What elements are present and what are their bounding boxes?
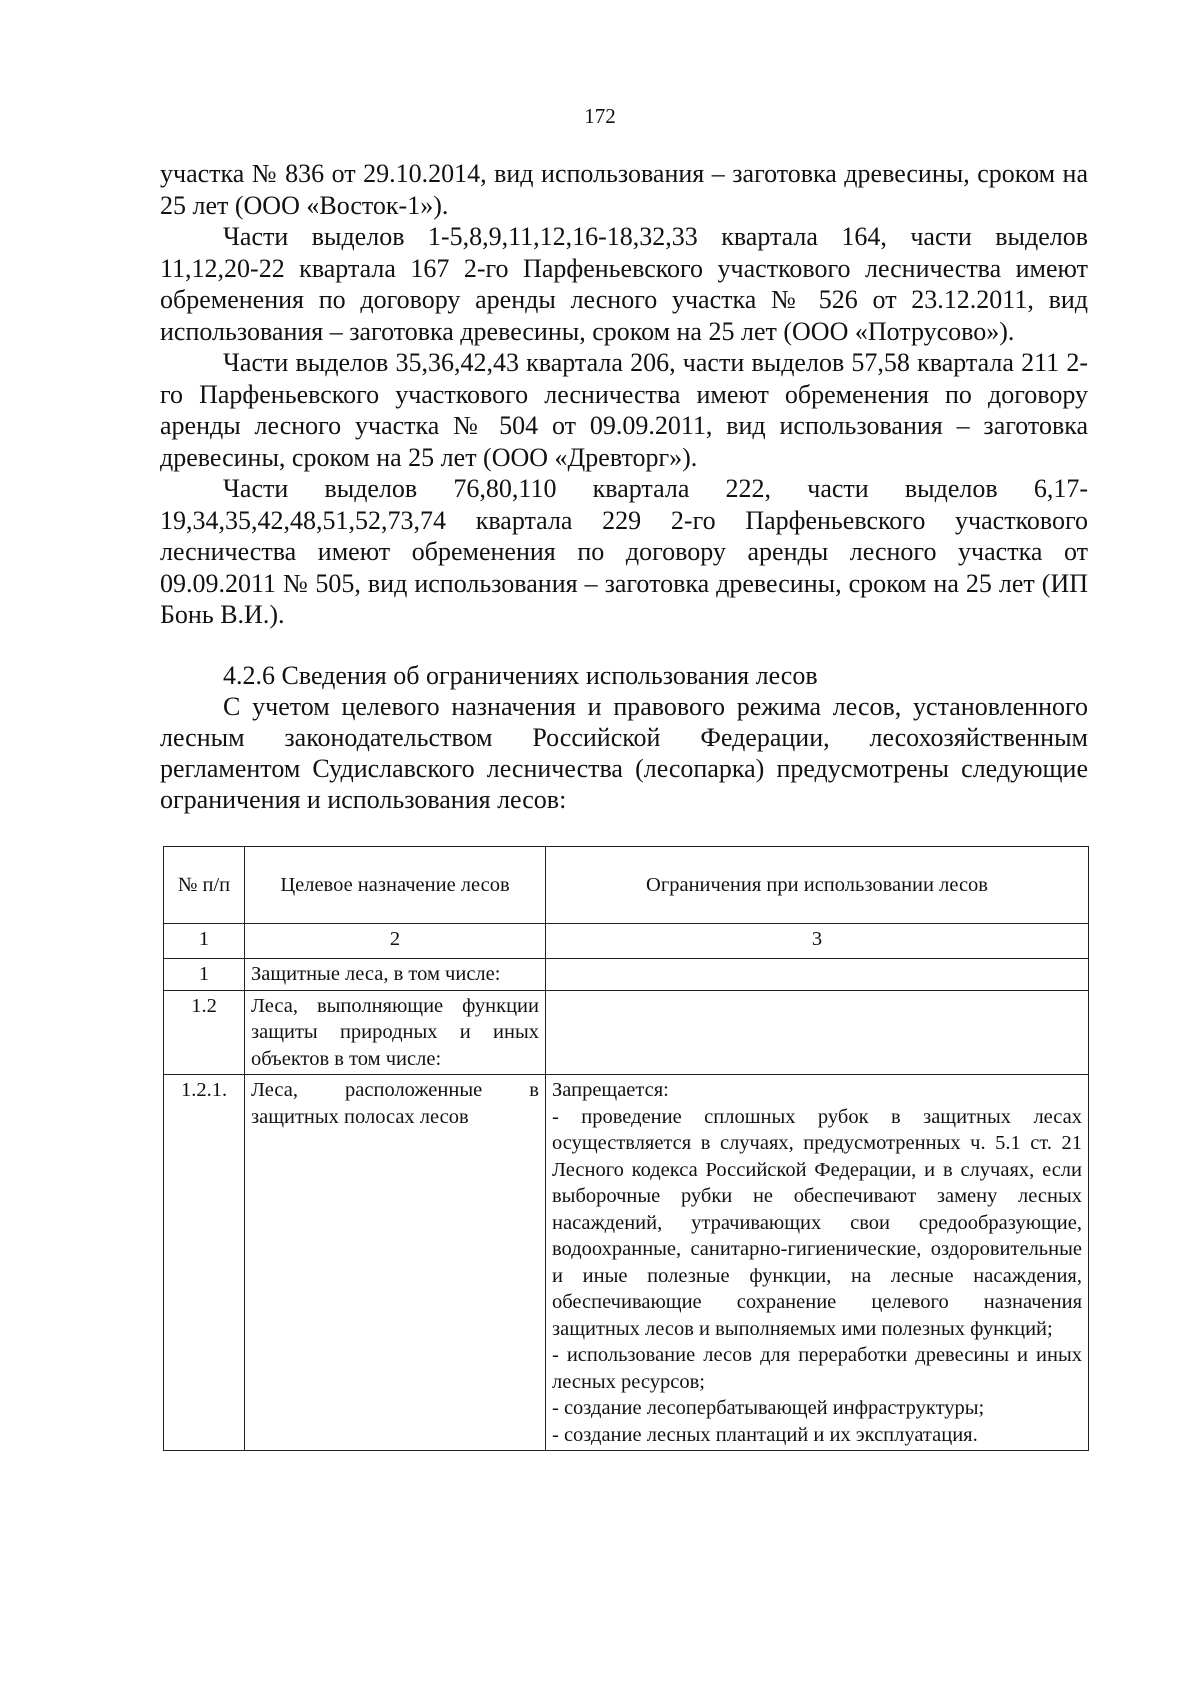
section-intro: С учетом целевого назначения и правового режима лесов, установленного лесным законодательством Российской Федерации, лесохозяйственным регламентом Судиславского лесничества (лесопарка) предусмотрены следующие ограничения и использования лесов: [160,692,1088,814]
paragraph-3: Части выделов 35,36,42,43 квартала 206, части выделов 57,58 квартала 211 2-го Парфеньевского участкового лесничества имеют обременения по договору аренды лесного участка № 504 от 09.09.2011, вид использования – заготовка древесины, сроком на 25 лет (ООО «Древторг»). [160,348,1088,472]
column-number-2: 2 [245,924,546,959]
page-number: 172 [584,104,616,128]
paragraph-4: Части выделов 76,80,110 квартала 222, части выделов 6,17-19,34,35,42,48,51,52,73,74 квартала 229 2-го Парфеньевского участкового лесничества имеют обременения по договору аренды лесного участка от 09.09.2011 № 505, вид использования – заготовка древесины, сроком на 25 лет (ИП Бонь В.И.). [160,474,1088,629]
paragraph-1: участка № 836 от 29.10.2014, вид использования – заготовка древесины, сроком на 25 лет (ООО «Восток-1»). [160,159,1088,220]
restriction-line: - проведение сплошных рубок в защитных лесах осуществляется в случаях, предусмотренных ч. 5.1 ст. 21 Лесного кодекса Российской Федерации, и в случаях, если выборочные рубки не обеспечивают замену лесных насаждений, утрачивающих свои средообразующие, водоохранные, санитарно-гигиенические, оздоровительные и иные полезные функции, на лесные насаждения, обеспечивающие сохранение целевого назначения защитных лесов и выполняемых ими полезных функций; [552,1105,1082,1340]
row-number: 1.2.1. [164,1075,245,1451]
restriction-line: Запрещается: [552,1079,669,1101]
row-purpose: Леса, расположенные в защитных полосах лесов [245,1075,546,1451]
header-purpose: Целевое назначение лесов [245,847,546,924]
row-restrictions [546,990,1089,1075]
row-purpose: Леса, выполняющие функции защиты природных и иных объектов в том числе: [245,990,546,1075]
row-number: 1.2 [164,990,245,1075]
section-heading: 4.2.6 Сведения об ограничениях использования лесов [223,661,818,690]
table-row [164,1075,1089,1451]
restrictions-table [163,846,1089,1451]
header-number: № п/п [164,847,245,924]
section-4-2-6 [160,660,1088,815]
restriction-line: - использование лесов для переработки древесины и иных лесных ресурсов; [552,1344,1082,1393]
row-restrictions [546,959,1089,991]
body-text [160,158,1088,631]
column-number-1: 1 [164,924,245,959]
table-column-numbers-row [164,924,1089,959]
row-number: 1 [164,959,245,991]
table-row [164,959,1089,991]
restriction-line: - создание лесопербатывающей инфраструктуры; [552,1397,985,1419]
row-purpose: Защитные леса, в том числе: [245,959,546,991]
restriction-line: - создание лесных плантаций и их эксплуатация. [552,1423,978,1446]
row-restrictions [546,1075,1089,1451]
table-row [164,990,1089,1075]
paragraph-2: Части выделов 1-5,8,9,11,12,16-18,32,33 квартала 164, части выделов 11,12,20-22 квартала 167 2-го Парфеньевского участкового лесничества имеют обременения по договору аренды лесного участка № 526 от 23.12.2011, вид использования – заготовка древесины, сроком на 25 лет (ООО «Потрусово»). [160,222,1088,346]
column-number-3: 3 [546,924,1089,959]
header-restrictions: Ограничения при использовании лесов [546,847,1089,924]
table-header-row [164,847,1089,924]
